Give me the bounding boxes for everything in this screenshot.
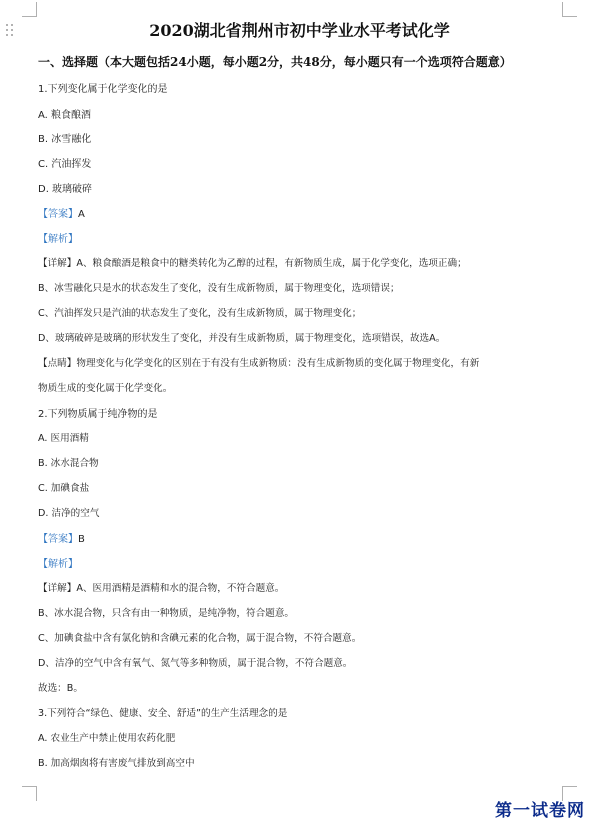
question-2-answer	[38, 530, 85, 545]
question-1-detail-line-2: B、冰雪融化只是水的状态发生了变化，没有生成新物质，属于物理变化，选项错误；	[38, 283, 400, 294]
question-1-answer	[38, 205, 85, 220]
question-2-conclusion: 故选：B。	[38, 683, 83, 694]
point-tag: 【点睛】	[38, 358, 77, 369]
question-2-detail-line-4: D、洁净的空气中含有氧气、氮气等多种物质，属于混合物，不符合题意。	[38, 658, 353, 669]
question-2-option-a: A. 医用酒精	[38, 433, 89, 444]
question-1-option-a: A. 粮食酿酒	[38, 110, 92, 121]
answer-value: A	[78, 209, 85, 220]
detail-tag: 【详解】	[38, 258, 77, 269]
question-3-option-a: A. 农业生产中禁止使用农药化肥	[38, 733, 176, 744]
question-2-stem: 2.下列物质属于纯净物的是	[38, 409, 158, 420]
question-1-option-d: D. 玻璃破碎	[38, 184, 93, 195]
question-1-stem: 1.下列变化属于化学变化的是	[38, 84, 168, 95]
section-heading: 一、选择题（本大题包括24小题，每小题2分，共48分，每小题只有一个选项符合题意）	[38, 55, 512, 69]
question-2-detail-line-3: C、加碘食盐中含有氯化钠和含碘元素的化合物，属于混合物，不符合题意。	[38, 633, 362, 644]
question-1-point-line-1	[38, 355, 479, 369]
question-3-option-b: B. 加高烟囱将有害废气排放到高空中	[38, 758, 195, 769]
answer-tag: 【答案】	[38, 534, 78, 545]
crop-mark-bottom-left	[22, 786, 37, 801]
question-1-detail-line-4: D、玻璃破碎是玻璃的形状发生了变化，并没有生成新物质，属于物理变化，选项错误，故选A。	[38, 333, 446, 344]
question-1-option-c: C. 汽油挥发	[38, 159, 92, 170]
detail-text: A、粮食酿酒是粮食中的糖类转化为乙醇的过程，有新物质生成，属于化学变化，选项正确；	[76, 258, 467, 269]
question-2-option-b: B. 冰水混合物	[38, 458, 99, 469]
question-2-detail-line-2: B、冰水混合物，只含有由一种物质，是纯净物，符合题意。	[38, 608, 295, 619]
question-1-analysis-tag: 【解析】	[38, 234, 78, 245]
detail-text: A、医用酒精是酒精和水的混合物，不符合题意。	[76, 583, 285, 594]
crop-mark-top-left	[22, 2, 37, 17]
question-2-option-d: D. 洁净的空气	[38, 508, 100, 519]
question-1-option-b: B. 冰雪融化	[38, 134, 92, 145]
question-1-detail-line-1	[38, 255, 467, 269]
answer-value: B	[78, 534, 85, 545]
answer-tag: 【答案】	[38, 209, 78, 220]
question-2-analysis-tag: 【解析】	[38, 559, 78, 570]
watermark-logo: 第一试卷网	[495, 801, 585, 821]
detail-tag: 【详解】	[38, 583, 77, 594]
question-1-detail-line-3: C、汽油挥发只是汽油的状态发生了变化，没有生成新物质，属于物理变化；	[38, 308, 362, 319]
point-text: 物理变化与化学变化的区别在于有没有生成新物质：没有生成新物质的变化属于物理变化，有新	[76, 358, 480, 369]
document-title: 2020湖北省荆州市初中学业水平考试化学	[149, 21, 450, 40]
question-2-detail-line-1	[38, 580, 284, 594]
crop-mark-top-right	[562, 2, 577, 17]
question-2-option-c: C. 加碘食盐	[38, 483, 90, 494]
question-1-point-line-2: 物质生成的变化属于化学变化。	[38, 383, 173, 394]
question-3-stem: 3.下列符合“绿色、健康、安全、舒适”的生产生活理念的是	[38, 708, 288, 719]
